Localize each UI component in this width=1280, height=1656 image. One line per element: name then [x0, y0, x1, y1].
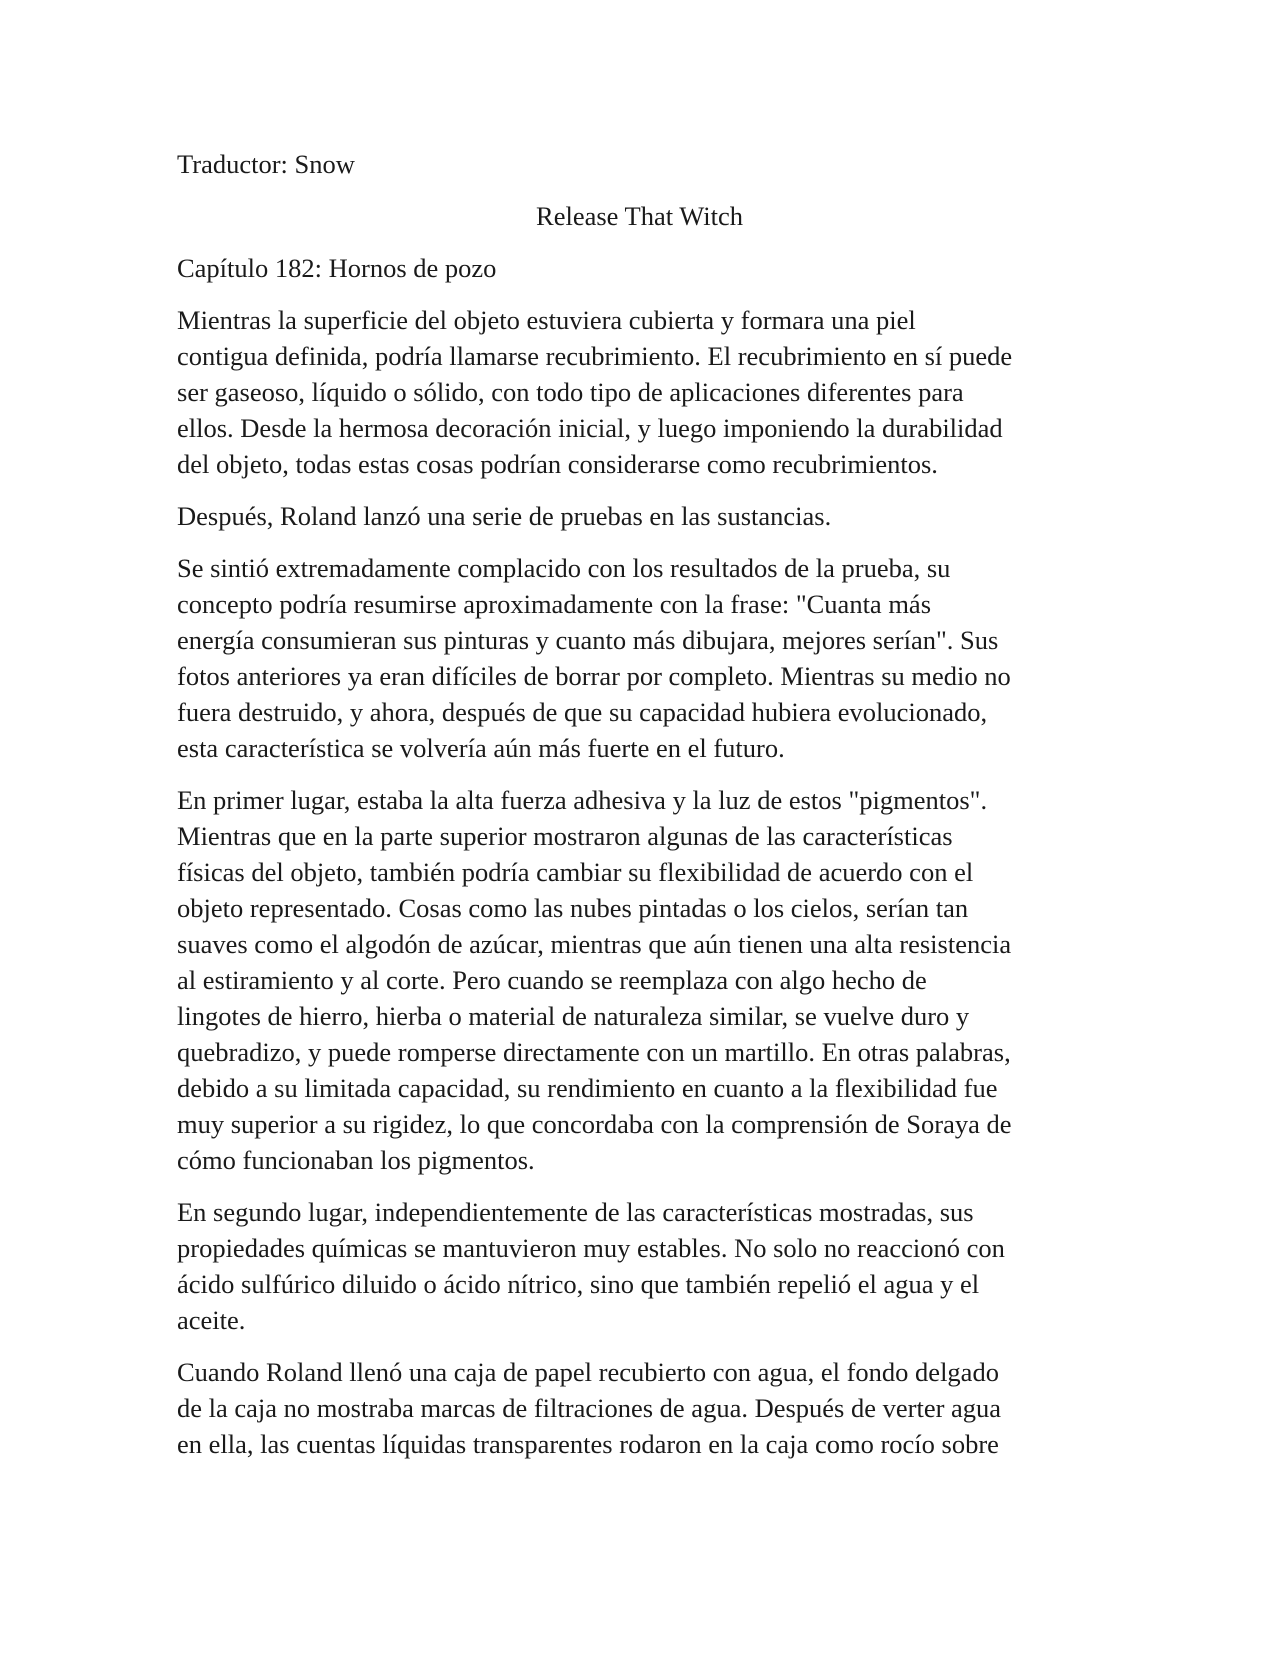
chapter-title: Capítulo 182: Hornos de pozo: [177, 253, 497, 283]
document-page: [177, 146, 1102, 1478]
text-line: físicas del objeto, también podría cambiar su flexibilidad de acuerdo con el: [177, 857, 974, 887]
text-line: lingotes de hierro, hierba o material de naturaleza similar, se vuelve duro y: [177, 1001, 970, 1031]
translator-credit: Traductor: Snow: [177, 149, 355, 179]
text-line: suaves como el algodón de azúcar, mientras que aún tienen una alta resistencia: [177, 929, 1012, 959]
book-title: Release That Witch: [536, 201, 743, 231]
text-line: ácido sulfúrico diluido o ácido nítrico, sino que también repelió el agua y el: [177, 1269, 980, 1299]
text-line: aceite.: [177, 1305, 246, 1335]
text-line: debido a su limitada capacidad, su rendimiento en cuanto a la flexibilidad fue: [177, 1073, 998, 1103]
paragraph: [177, 1354, 1102, 1462]
text-line: Cuando Roland llenó una caja de papel recubierto con agua, el fondo delgado: [177, 1357, 999, 1387]
text-line: cómo funcionaban los pigmentos.: [177, 1145, 535, 1175]
paragraph: [177, 498, 1102, 534]
text-line: objeto representado. Cosas como las nubes pintadas o los cielos, serían tan: [177, 893, 969, 923]
text-line: fuera destruido, y ahora, después de que su capacidad hubiera evolucionado,: [177, 697, 988, 727]
text-line: fotos anteriores ya eran difíciles de borrar por completo. Mientras su medio no: [177, 661, 1011, 691]
text-line: concepto podría resumirse aproximadamente con la frase: "Cuanta más: [177, 589, 932, 619]
text-line: Mientras la superficie del objeto estuviera cubierta y formara una piel: [177, 305, 916, 335]
paragraph: [177, 550, 1102, 766]
text-line: del objeto, todas estas cosas podrían considerarse como recubrimientos.: [177, 449, 938, 479]
text-line: energía consumieran sus pinturas y cuanto más dibujara, mejores serían". Sus: [177, 625, 999, 655]
text-line: Se sintió extremadamente complacido con los resultados de la prueba, su: [177, 553, 951, 583]
text-line: ellos. Desde la hermosa decoración inicial, y luego imponiendo la durabilidad: [177, 413, 1003, 443]
text-line: propiedades químicas se mantuvieron muy estables. No solo no reaccionó con: [177, 1233, 1005, 1263]
text-line: ser gaseoso, líquido o sólido, con todo tipo de aplicaciones diferentes para: [177, 377, 964, 407]
text-line: en ella, las cuentas líquidas transparentes rodaron en la caja como rocío sobre: [177, 1429, 999, 1459]
text-line: En segundo lugar, independientemente de las características mostradas, sus: [177, 1197, 974, 1227]
text-line: al estiramiento y al corte. Pero cuando se reemplaza con algo hecho de: [177, 965, 927, 995]
text-line: de la caja no mostraba marcas de filtraciones de agua. Después de verter agua: [177, 1393, 1002, 1423]
text-line: muy superior a su rigidez, lo que concordaba con la comprensión de Soraya de: [177, 1109, 1012, 1139]
text-line: En primer lugar, estaba la alta fuerza adhesiva y la luz de estos "pigmentos".: [177, 785, 988, 815]
paragraph: [177, 782, 1102, 1178]
text-line: Después, Roland lanzó una serie de pruebas en las sustancias.: [177, 501, 832, 531]
paragraph: [177, 302, 1102, 482]
text-line: Mientras que en la parte superior mostraron algunas de las características: [177, 821, 953, 851]
paragraph: [177, 1194, 1102, 1338]
text-line: esta característica se volvería aún más fuerte en el futuro.: [177, 733, 785, 763]
body-text: [177, 302, 1102, 1462]
text-line: contigua definida, podría llamarse recubrimiento. El recubrimiento en sí puede: [177, 341, 1013, 371]
text-line: quebradizo, y puede romperse directamente con un martillo. En otras palabras,: [177, 1037, 1011, 1067]
